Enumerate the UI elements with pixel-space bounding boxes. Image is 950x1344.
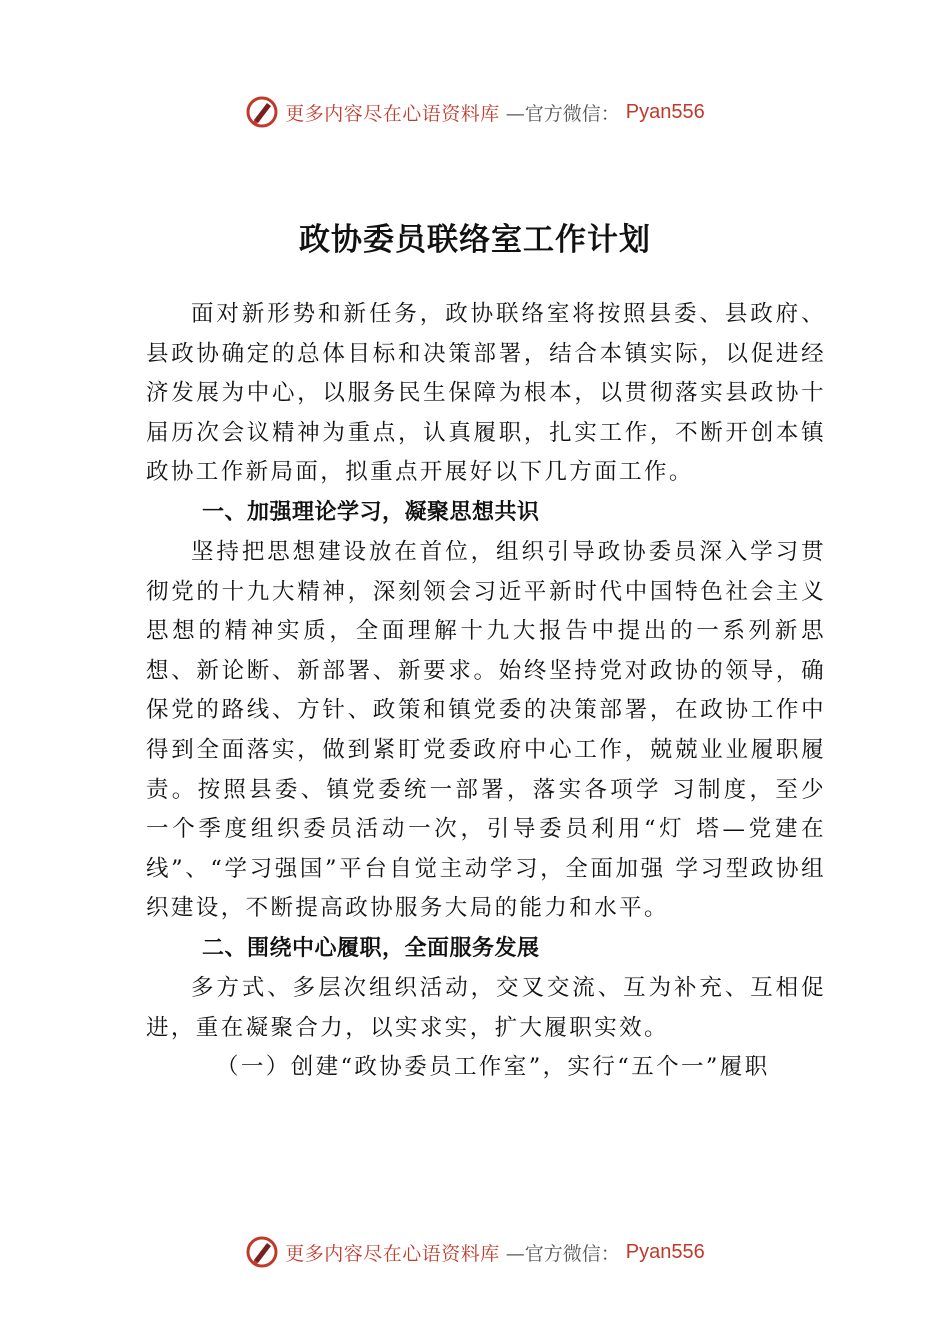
document-title: 政协委员联络室工作计划 [299,222,651,258]
header-watermark-banner [0,92,950,132]
banner-wechat-id: Pyan556 [625,1240,705,1263]
section-heading-1: 一、加强理论学习，凝聚思想共识 [202,499,540,525]
banner-wechat-id: Pyan556 [625,100,705,123]
section-heading-2: 二、围绕中心履职，全面服务发展 [202,935,540,961]
pen-logo-icon [245,1235,279,1269]
footer-watermark-banner [0,1232,950,1272]
banner-separator: —官方微信： [505,1242,620,1265]
banner-separator: —官方微信： [505,102,620,125]
subsection-heading-1: （一）创建“政协委员工作室”，实行“五个一”履职 [216,1054,770,1081]
intro-paragraph: 面对新形势和新任务，政协联络室将按照县委、县政府、县政协确定的总体目标和决策部署，结合本镇实际，以促进经济发展为中心，以服务民生保障为根本，以贯彻落实县政协十届历次会议精神为重点，认真履职，扎实工作，不断开创本镇政协工作新局面，拟重点开展好以下几方面工作。 [146,301,826,486]
pen-logo-icon [245,95,279,129]
section-2-paragraph: 多方式、多层次组织活动，交叉交流、互为补充、互相促进，重在凝聚合力，以实求实，扩大履职实效。 [146,974,826,1041]
section-1-paragraph: 坚持把思想建设放在首位，组织引导政协委员深入学习贯彻党的十九大精神，深刻领会习近平新时代中国特色社会主义思想的精神实质，全面理解十九大报告中提出的一系列新思想、新论断、新部署、新要求。始终坚持党对政协的领导，确保党的路线、方针、政策和镇党委的决策部署，在政协工作中得到全面落实，做到紧盯党委政府中心工作，兢兢业业履职履责。按照县委、镇党委统一部署，落实各项学 习制度，至少一个季度组织委员活动一次，引导委员利用“灯 塔—党建在线”、“学习强国”平台自觉主动学习，全面加强 学习型政协组织建设，不断提高政协服务大局的能力和水平。 [146,538,826,922]
document-body [146,295,826,1088]
banner-text: 更多内容尽在心语资料库 [285,1242,500,1265]
banner-text: 更多内容尽在心语资料库 [285,102,500,125]
